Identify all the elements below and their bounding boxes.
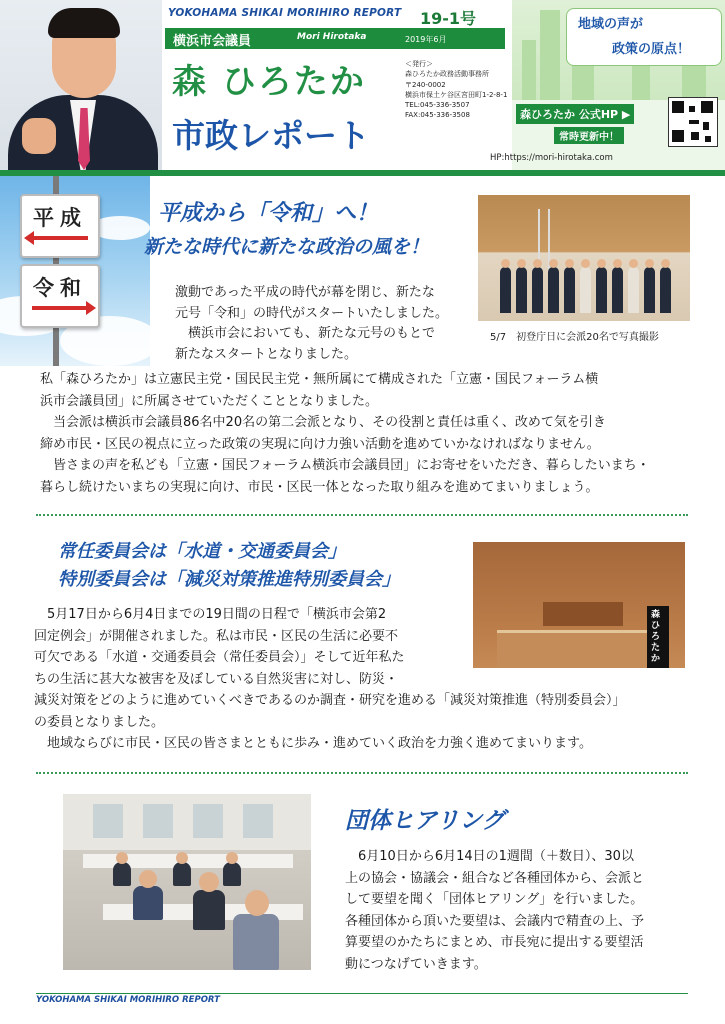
footer-title: YOKOHAMA SHIKAI MORIHIRO REPORT — [36, 995, 220, 1005]
issuer-label: ＜発行＞ — [405, 60, 433, 68]
text-line: 横浜市会においても、新たな元号のもとで — [175, 326, 436, 341]
qr-code-icon[interactable] — [668, 97, 718, 147]
nameplate-text: 森ひろたか — [651, 610, 661, 664]
issuer-postal: 〒240-0002 — [405, 80, 446, 89]
text-line: 皆さまの声を私ども「立憲・国民フォーラム横浜市会議員団」にお寄せをいただき、暮らしたいまち・ — [40, 458, 650, 473]
text-line: 締め市民・区民の視点に立った政策の実現に向け力強い活動を進めていかなければなりません。 — [40, 436, 600, 452]
heisei-label: 平成 — [33, 206, 87, 230]
section2-body-narrow — [34, 604, 474, 690]
text-line: の委員となりました。 — [34, 714, 165, 730]
text-line: 回定例会」が開催されました。私は市民・区民の生活に必要不 — [34, 628, 399, 644]
position-label: 横浜市会議員 — [173, 34, 252, 49]
portrait-photo — [0, 0, 162, 170]
text-line: 5月17日から6月4日までの19日間の日程で「横浜市会第2 — [34, 607, 387, 622]
text-line: 当会派は横浜市会議員86名中20名の第二会派となり、その役割と責任は重く、改めて気を引き — [40, 415, 606, 430]
section1-heading: 平成から「令和」へ！ — [158, 201, 379, 226]
reiwa-label: 令和 — [33, 276, 87, 300]
text-line: して要望を聞く「団体ヒアリング」を行いました。 — [345, 892, 644, 907]
issuer-tel: TEL:045-336-3507 — [405, 101, 470, 110]
heisei-sign — [20, 194, 100, 258]
section1-intro — [175, 283, 465, 365]
report-series-title: YOKOHAMA SHIKAI MORIHIRO REPORT — [168, 7, 402, 19]
homepage-url[interactable]: HP:https://mori-hirotaka.com — [490, 153, 613, 163]
text-line: 動につなげていきます。 — [345, 956, 487, 972]
name-romaji: Mori Hirotaka — [297, 32, 367, 42]
issue-number: 19-1号 — [420, 9, 477, 28]
assembly-hall-photo — [473, 542, 685, 668]
homepage-promo — [512, 0, 725, 170]
hearing-meeting-photo — [63, 794, 311, 970]
issuer-address: 横浜市保土ケ谷区宮田町1-2-8-1 — [405, 90, 508, 99]
report-name: 市政レポート — [172, 116, 370, 155]
issuer-office: 森ひろたか政務活動事務所 — [405, 70, 489, 79]
text-line: 上の協会・協議会・組合など各種団体から、会派と — [345, 870, 645, 886]
text-line: 算要望のかたちにまとめ、市長宛に提出する要望活 — [345, 935, 644, 950]
section-divider — [36, 514, 688, 516]
section1-body — [40, 369, 710, 498]
text-line: 新たなスタートとなりました。 — [175, 346, 358, 362]
issuer-info — [405, 59, 507, 121]
section3-body — [345, 846, 705, 975]
reiwa-sign — [20, 264, 100, 328]
section1-subheading: 新たな時代に新たな政治の風を！ — [144, 236, 430, 258]
update-badge: 常時更新中！ — [554, 127, 624, 144]
text-line: 可欠である「水道・交通委員会（常任委員会）」そして近年私た — [34, 650, 405, 665]
issue-date: 2019年6月 — [405, 35, 447, 44]
group-photo-caption: 5/7 初登庁日に会派20名で写真撮影 — [490, 332, 659, 343]
section2-body-wide — [34, 690, 714, 755]
text-line: 激動であった平成の時代が幕を閉じ、新たな — [175, 285, 435, 300]
text-line: ちの生活に甚大な被害を及ぼしている自然災害に対し、防災・ — [34, 671, 399, 687]
member-name: 森 ひろたか — [172, 62, 366, 102]
group-photo — [478, 195, 690, 321]
footer-divider — [36, 993, 688, 994]
text-line: 元号「令和」の時代がスタートいたしました。 — [175, 305, 449, 321]
section3-heading: 団体ヒアリング — [345, 808, 505, 834]
promo-line-2: 政策の原点！ — [612, 42, 691, 57]
text-line: 減災対策をどのように進めていくべきであるのか調査・研究を進める「減災対策推進（特別委員会）」 — [34, 693, 626, 708]
text-line: 各種団体から頂いた要望は、会議内で精査の上、予 — [345, 913, 645, 929]
position-bar — [165, 28, 505, 49]
text-line: 暮らし続けたいまちの実現に向け、市民・区民一体となった取り組みを進めてまいりましょう。 — [40, 479, 599, 495]
section2-subheading: 特別委員会は「減災対策推進特別委員会」 — [58, 569, 400, 590]
text-line: 6月10日から6月14日の1週間（＋数日）、30以 — [345, 849, 634, 864]
section2-heading: 常任委員会は「水道・交通委員会」 — [58, 541, 346, 562]
promo-line-1: 地域の声が — [578, 17, 644, 32]
section-divider — [36, 772, 688, 774]
text-line: 浜市会議員団」に所属させていただくこととなりました。 — [40, 393, 379, 409]
text-line: 地域ならびに市民・区民の皆さまとともに歩み・進めていく政治を力強く進めてまいります。 — [34, 736, 592, 751]
text-line: 私「森ひろたか」は立憲民主党・国民民主党・無所属にて構成された「立憲・国民フォーラム横 — [40, 372, 599, 387]
official-hp-label[interactable]: 森ひろたか 公式HP ▶ — [516, 104, 634, 124]
issuer-fax: FAX:045-336-3508 — [405, 111, 470, 120]
